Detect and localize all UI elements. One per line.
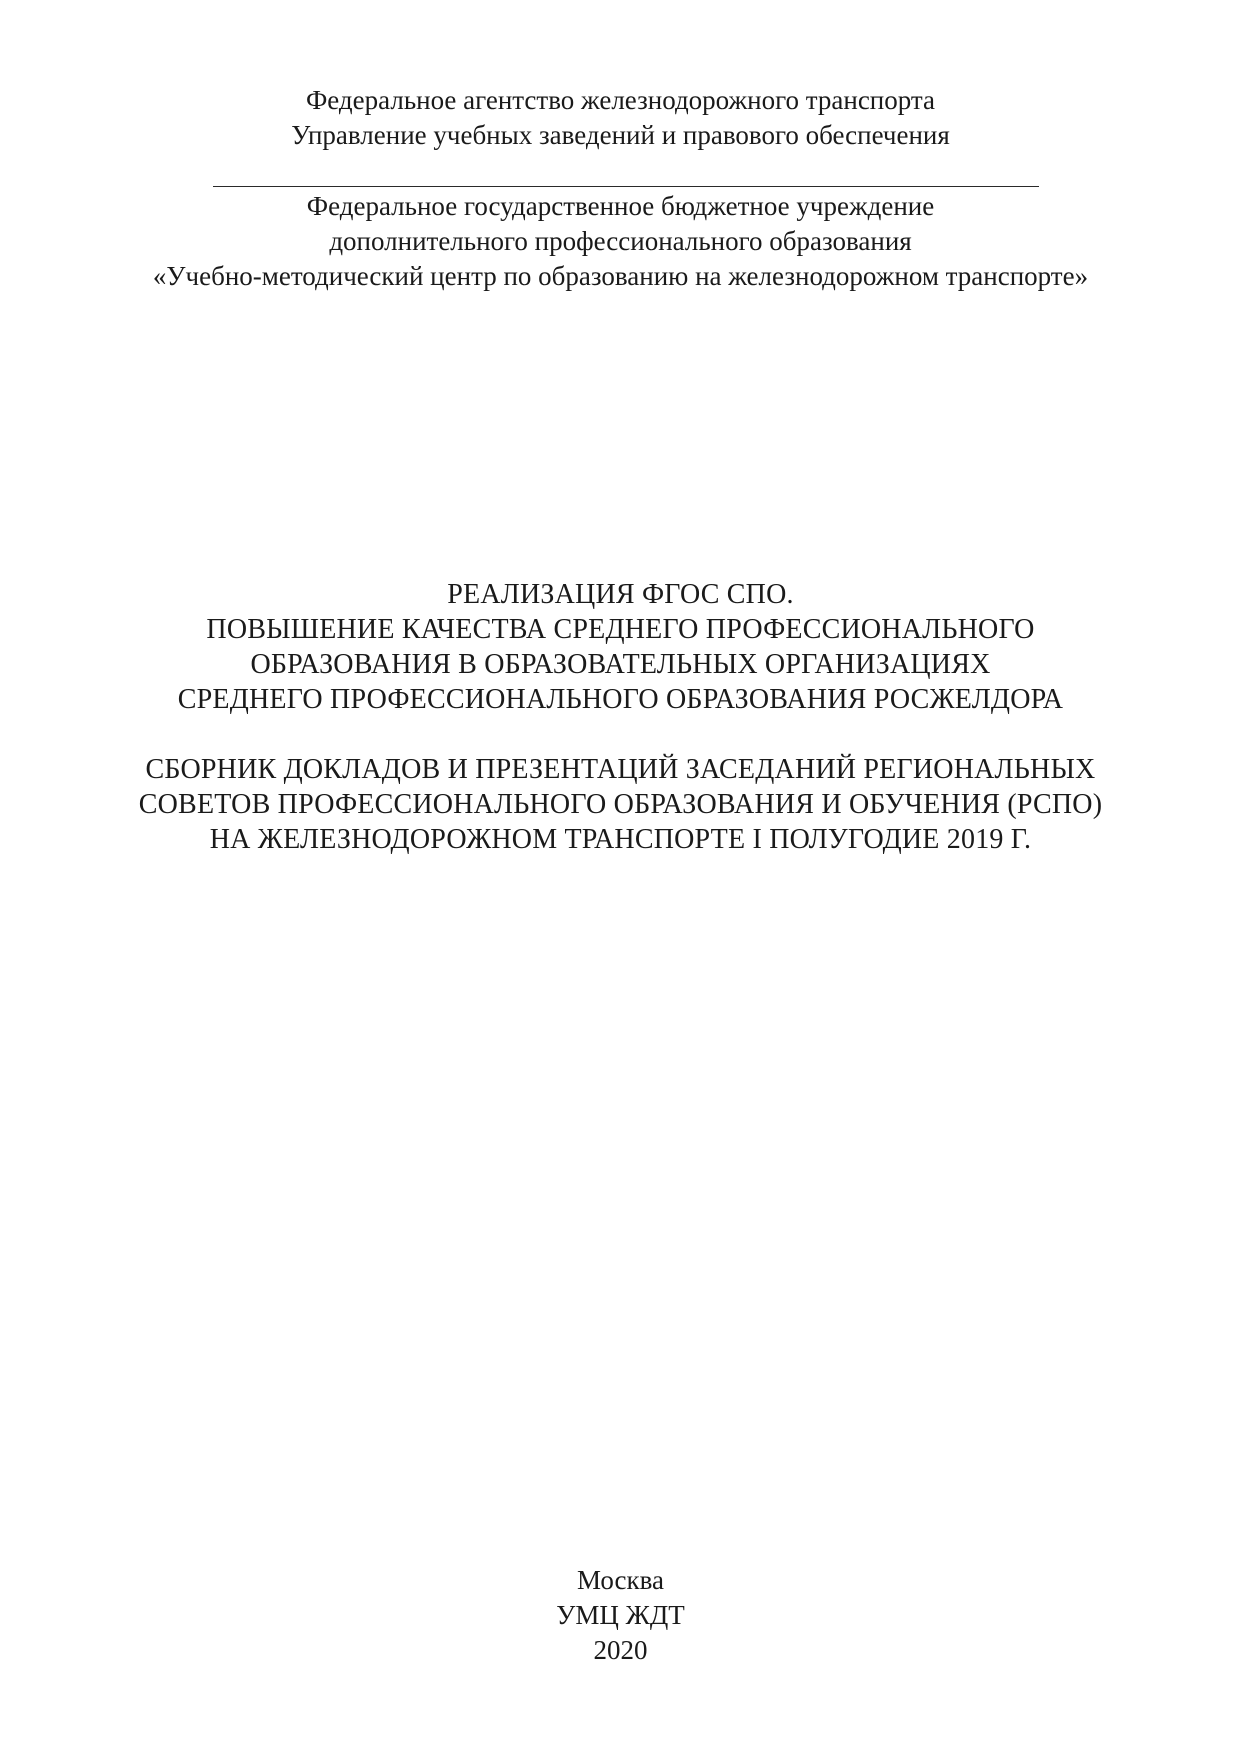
document-title xyxy=(0,577,1241,717)
agency-header xyxy=(0,83,1241,153)
imprint xyxy=(0,1563,1241,1668)
subtitle-line: СБОРНИК ДОКЛАДОВ И ПРЕЗЕНТАЦИЙ ЗАСЕДАНИЙ РЕГИОНАЛЬНЫХ xyxy=(145,754,1096,785)
document-subtitle xyxy=(0,752,1241,857)
header-divider xyxy=(213,186,1039,187)
subtitle-line: СОВЕТОВ ПРОФЕССИОНАЛЬНОГО ОБРАЗОВАНИЯ И ОБУЧЕНИЯ (РСПО) xyxy=(138,789,1103,820)
subtitle-line: НА ЖЕЛЕЗНОДОРОЖНОМ ТРАНСПОРТЕ I ПОЛУГОДИЕ 2019 Г. xyxy=(209,824,1032,855)
title-line: РЕАЛИЗАЦИЯ ФГОС СПО. xyxy=(447,579,794,610)
institution-type: Федеральное государственное бюджетное учреждение xyxy=(306,191,935,221)
agency-department: Управление учебных заведений и правового обеспечения xyxy=(291,120,950,150)
imprint-city: Москва xyxy=(577,1565,664,1595)
institution-name: «Учебно-методический центр по образованию на железнодорожном транспорте» xyxy=(152,261,1089,291)
title-line: ОБРАЗОВАНИЯ В ОБРАЗОВАТЕЛЬНЫХ ОРГАНИЗАЦИЯХ xyxy=(250,649,991,680)
institution-header xyxy=(0,189,1241,294)
agency-name: Федеральное агентство железнодорожного транспорта xyxy=(305,85,936,115)
imprint-publisher: УМЦ ЖДТ xyxy=(556,1600,685,1630)
title-line: СРЕДНЕГО ПРОФЕССИОНАЛЬНОГО ОБРАЗОВАНИЯ РОСЖЕЛДОРА xyxy=(177,684,1064,715)
imprint-year: 2020 xyxy=(593,1635,648,1665)
institution-education-type: дополнительного профессионального образования xyxy=(329,226,912,256)
title-line: ПОВЫШЕНИЕ КАЧЕСТВА СРЕДНЕГО ПРОФЕССИОНАЛЬНОГО xyxy=(206,614,1035,645)
